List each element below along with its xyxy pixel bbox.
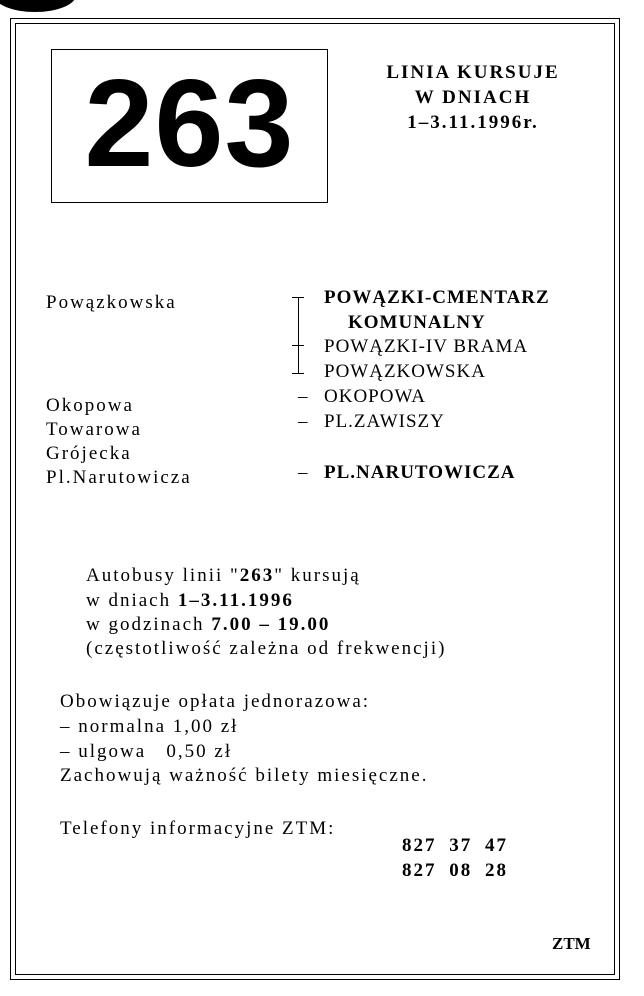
bracket-tick-bottom [292,373,304,374]
bracket-tick-top [292,297,304,298]
dash-pl-narutowicza: – [298,462,308,483]
street-powazkowska: Powązkowska [46,292,177,313]
phone-1: 827 37 47 [402,835,508,856]
fare-reduced: – ulgowa 0,50 zł [60,741,233,762]
stop-komunalny: KOMUNALNY [348,312,486,333]
street-grojecka: Grójecka [46,443,132,464]
schedule-line-4: (częstotliwość zależna od frekwencji) [86,638,447,659]
fare-normal: – normalna 1,00 zł [60,716,239,737]
stop-pl-narutowicza: PL.NARUTOWICZA [324,462,516,483]
line-number: 263 [84,55,295,193]
header-line-1: LINIA KURSUJE [386,62,560,83]
stop-powazki-cmentarz: POWĄZKI-CMENTARZ [324,287,550,308]
dash-pl-zawiszy: – [298,411,308,432]
header-line-3: 1–3.11.1996r. [407,112,539,133]
stop-bracket [298,297,299,374]
street-towarowa: Towarowa [46,419,142,440]
ink-blot [0,0,76,12]
header-line-2: W DNIACH [414,87,532,108]
service-dates-header [368,60,578,135]
schedule-line-2: w dniach 1–3.11.1996 [86,590,294,611]
stop-pl-zawiszy: PL.ZAWISZY [324,411,445,432]
footer-ztm: ZTM [552,934,591,953]
bracket-tick-mid [292,345,304,346]
street-okopowa: Okopowa [46,395,134,416]
street-pl-narutowicza: Pl.Narutowicza [46,467,192,488]
schedule-line-3: w godzinach 7.00 – 19.00 [86,614,331,635]
contact-label: Telefony informacyjne ZTM: [60,818,336,839]
stop-okopowa: OKOPOWA [324,386,426,407]
stop-powazki-iv-brama: POWĄZKI-IV BRAMA [324,336,529,357]
fare-note: Zachowują ważność bilety miesięczne. [60,765,429,786]
fare-title: Obowiązuje opłata jednorazowa: [60,691,371,712]
stop-powazkowska: POWĄZKOWSKA [324,361,486,382]
phone-2: 827 08 28 [402,860,508,881]
dash-okopowa: – [298,386,308,407]
schedule-line-1: Autobusy linii "263" kursują [86,565,361,586]
